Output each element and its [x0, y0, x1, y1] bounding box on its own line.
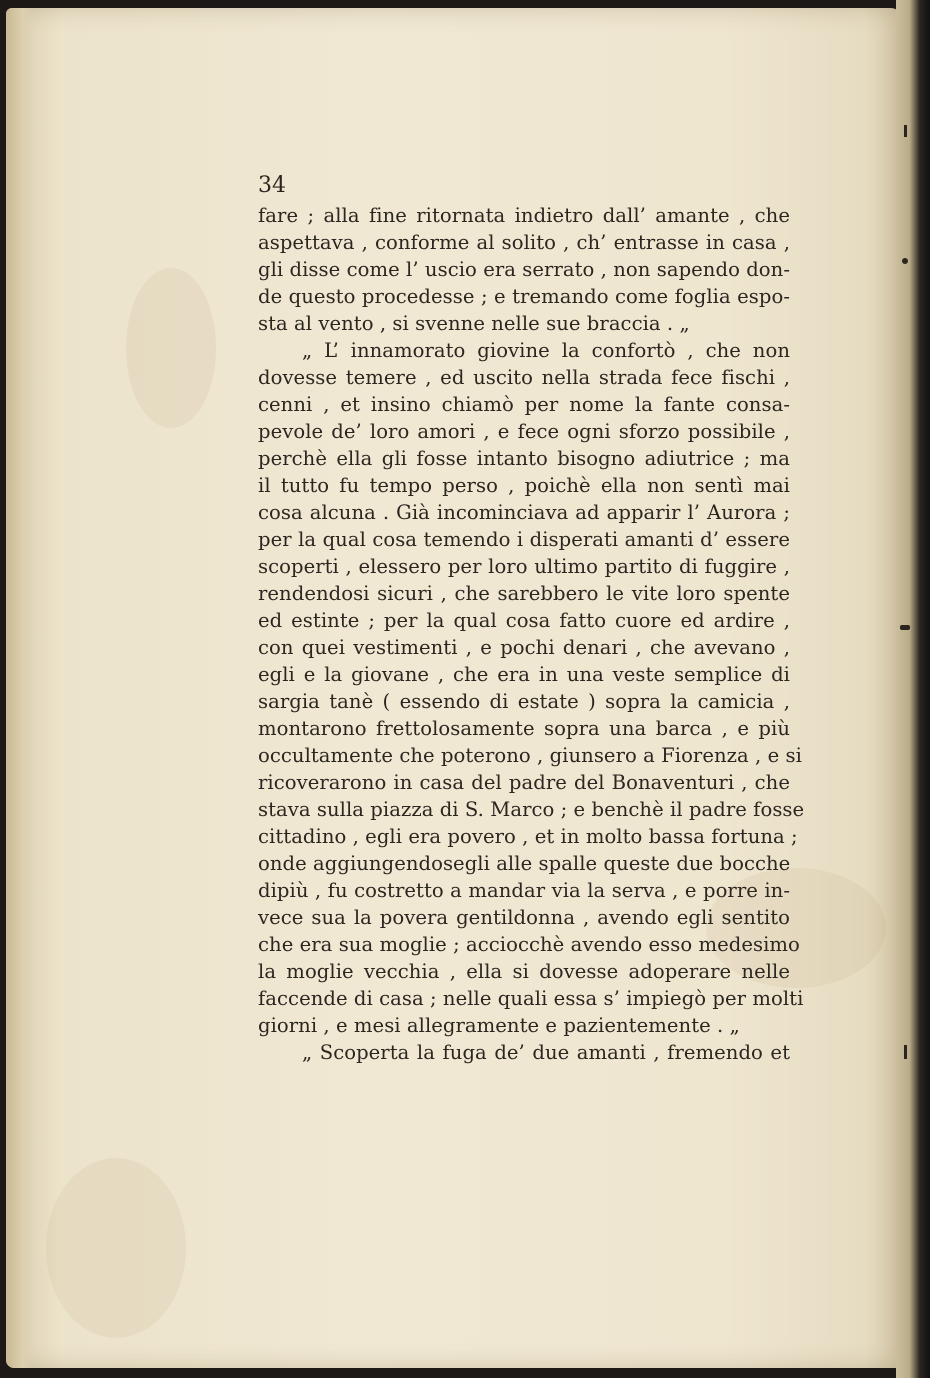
text-line: perchè ella gli fosse intanto bisogno adiutrice ; ma: [258, 447, 790, 470]
text-line: egli e la giovane , che era in una veste semplice di: [258, 663, 790, 686]
text-line: aspettava , conforme al solito , ch’ entrasse in casa ,: [258, 231, 790, 254]
text-line: gli disse come l’ uscio era serrato , non sapendo don-: [258, 258, 790, 281]
text-line: „ Scoperta la fuga de’ due amanti , fremendo et: [302, 1041, 790, 1064]
text-line: onde aggiungendosegli alle spalle queste due bocche: [258, 852, 791, 875]
text-line: la moglie vecchia , ella si dovesse adoperare nelle: [258, 960, 790, 983]
text-line: occultamente che poterono , giunsero a Fiorenza , e si: [258, 744, 802, 767]
text-line: „ L’ innamorato giovine la confortò , che non: [302, 339, 790, 362]
text-line: pevole de’ loro amori , e fece ogni sforzo possibile ,: [258, 420, 790, 443]
text-line: dovesse temere , ed uscito nella strada fece fischi ,: [258, 366, 790, 389]
binding-mark: [902, 258, 908, 264]
page-left-edge: [6, 8, 34, 1368]
binding-edge: [896, 0, 930, 1378]
binding-mark: [900, 625, 910, 630]
text-line: sta al vento , si svenne nelle sue braccia . „: [258, 312, 690, 335]
page-number: 34: [258, 173, 287, 198]
text-line: de questo procedesse ; e tremando come foglia espo-: [258, 285, 790, 308]
text-line: dipiù , fu costretto a mandar via la serva , e porre in-: [258, 879, 790, 902]
text-line: cittadino , egli era povero , et in molto bassa fortuna ;: [258, 825, 798, 848]
text-line: per la qual cosa temendo i disperati amanti d’ essere: [258, 528, 790, 551]
binding-mark: [904, 125, 907, 137]
text-line: il tutto fu tempo perso , poichè ella non sentì mai: [258, 474, 790, 497]
text-line: faccende di casa ; nelle quali essa s’ impiegò per molti: [258, 987, 804, 1010]
text-line: cosa alcuna . Già incominciava ad apparir l’ Aurora ;: [258, 501, 790, 524]
text-line: ricoverarono in casa del padre del Bonaventuri , che: [258, 771, 790, 794]
text-line: fare ; alla fine ritornata indietro dall’ amante , che: [258, 204, 790, 227]
text-line: con quei vestimenti , e pochi denari , che avevano ,: [258, 636, 790, 659]
text-line: rendendosi sicuri , che sarebbero le vite loro spente: [258, 582, 790, 605]
text-line: sargia tanè ( essendo di estate ) sopra la camicia ,: [258, 690, 790, 713]
text-line: cenni , et insino chiamò per nome la fante consa-: [258, 393, 790, 416]
paper-stain: [46, 1158, 186, 1338]
text-line: vece sua la povera gentildonna , avendo egli sentito: [258, 906, 790, 929]
text-line: stava sulla piazza di S. Marco ; e benchè il padre fosse: [258, 798, 805, 821]
text-line: ed estinte ; per la qual cosa fatto cuore ed ardire ,: [258, 609, 790, 632]
text-line: che era sua moglie ; acciocchè avendo esso medesimo: [258, 933, 800, 956]
text-line: scoperti , elessero per loro ultimo partito di fuggire ,: [258, 555, 790, 578]
binding-mark: [904, 1045, 907, 1059]
text-line: montarono frettolosamente sopra una barca , e più: [258, 717, 790, 740]
paper-stain: [126, 268, 216, 428]
text-line: giorni , e mesi allegramente e pazientemente . „: [258, 1014, 740, 1037]
